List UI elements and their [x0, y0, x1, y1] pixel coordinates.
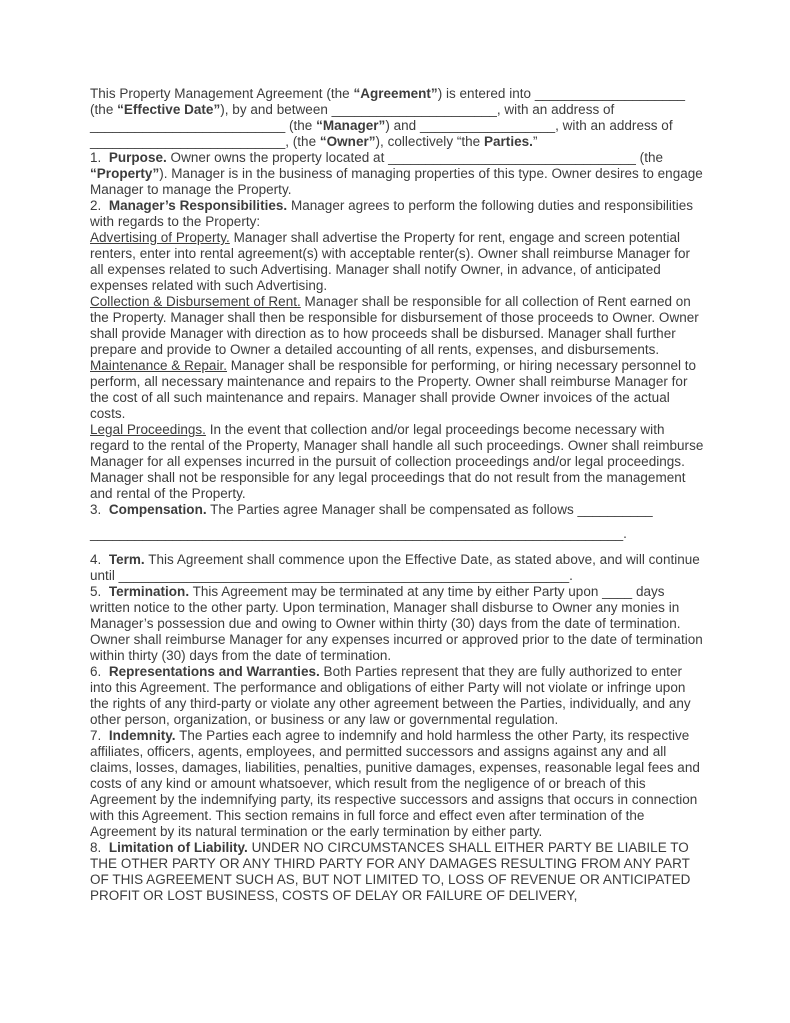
text-segment: The Parties agree Manager shall be compensated as follows [206, 502, 578, 517]
blank-field: _________________________________ [388, 150, 636, 165]
emphasis-text: Purpose. [108, 150, 167, 165]
text-segment: This Agreement may be terminated at any time by either Party upon [189, 584, 603, 599]
text-segment: days written notice to the other party. Upon termination, Manager shall disburse to Owner any monies in Manager’s possession due and owing to Owner within thirty (30) days from the date of termination. Owner shall reimburse Manager for any expenses incurred or approved prior to the date of termination within thirty (30) days from the date of termination. [90, 584, 703, 663]
blank-field: ____________________________________________________________ [118, 568, 570, 583]
section-5-termination [90, 584, 704, 664]
text-segment: ) is entered into [437, 86, 535, 101]
blank-field: __________________ [419, 118, 556, 133]
emphasis-text: Compensation. [108, 502, 207, 517]
blank-field: __________ [577, 502, 653, 517]
text-segment: 7. [90, 728, 109, 743]
emphasis-text: Representations and Warranties. [108, 664, 320, 679]
text-segment: (the [635, 150, 664, 165]
text-segment: 8. [90, 840, 109, 855]
compensation-fill-line [90, 526, 704, 542]
text-segment: Both Parties represent that they are fully authorized to enter into this Agreement. The performance and obligations of either Party will not violate or infringe upon the rights of any third-party or violate any other agreement between the Parties, individually, and any other person, organization, or business or any law or governmental regulation. [90, 664, 691, 727]
text-segment: In the event that collection and/or legal proceedings become necessary with regard to the rental of the Property, Manager shall handle all such proceedings. Owner shall reimburse Manager for all expenses incurred in the pursuit of collection proceedings and/or legal proceedings. Manager shall not be responsible for any legal proceedings that do not result from the management and rental of the Property. [90, 422, 704, 501]
blank-field: ______________________ [331, 102, 497, 117]
text-segment: 3. [90, 502, 109, 517]
blank-field: __________________________ [90, 134, 286, 149]
emphasis-text: Indemnity. [108, 728, 176, 743]
emphasis-text: Parties. [483, 134, 533, 149]
section-7-indemnity [90, 728, 704, 840]
section-8-limitation-of-liability [90, 840, 704, 904]
section-6-representations-and-warranties [90, 664, 704, 728]
section-1-purpose [90, 150, 704, 198]
text-segment: UNDER NO CIRCUMSTANCES SHALL EITHER PARTY BE LIABILE TO THE OTHER PARTY OR ANY THIRD PARTY FOR ANY DAMAGES RESULTING FROM ANY PART OF THIS AGREEMENT SUCH AS, BUT NOT LIMITED TO, LOSS OF REVENUE OR ANTICIPATED PROFIT OR LOST BUSINESS, COSTS OF DELAY OR FAILURE OF DELIVERY, [90, 840, 691, 903]
emphasis-text: “Manager” [316, 118, 386, 133]
section-3-compensation [90, 502, 704, 518]
text-segment: This Agreement shall commence upon the Effective Date, as stated above, and will continue until [90, 552, 700, 583]
text-segment: 5. [90, 584, 109, 599]
subsection-heading: Legal Proceedings. [90, 422, 206, 437]
text-segment: , (the [285, 134, 320, 149]
subsection-maintenance-repair [90, 358, 704, 422]
blank-field: __________________________ [90, 118, 286, 133]
subsection-heading: Collection & Disbursement of Rent. [90, 294, 301, 309]
subsection-heading: Maintenance & Repair. [90, 358, 228, 373]
subsection-legal-proceedings [90, 422, 704, 502]
emphasis-text: Termination. [108, 584, 190, 599]
blank-field: ____________________ [534, 86, 686, 101]
text-segment: Manager shall advertise the Property for rent, engage and screen potential renters, enter into rental agreement(s) with acceptable renter(s). Owner shall reimburse Manager for all expenses related to such Advertising. Manager shall notify Owner, in advance, of anticipated expenses related with such Advertising. [90, 230, 691, 293]
emphasis-text: “Owner” [319, 134, 376, 149]
text-segment: ) and [385, 118, 420, 133]
text-segment: (the [90, 102, 118, 117]
text-segment: Manager agrees to perform the following duties and responsibilities with regards to the Property: [90, 198, 694, 229]
text-segment: (the [285, 118, 317, 133]
text-segment: ” [532, 134, 538, 149]
text-segment: 4. [90, 552, 109, 567]
blank-field: _______________________________________________________________________ [90, 526, 624, 541]
intro-paragraph [90, 86, 704, 150]
emphasis-text: Limitation of Liability. [108, 840, 248, 855]
text-segment: The Parties each agree to indemnify and hold harmless the other Party, its respective affiliates, officers, agents, employees, and permitted successors and assigns against any and all claims, losses, damages, liabilities, penalties, punitive damages, expenses, reasonable legal fees and costs of any kind or amount whatsoever, which result from the negligence of or breach of this Agreement by the indemnifying party, its respective successors and assigns that occurs in connection with this Agreement. This section remains in full force and effect even after termination of the Agreement by its natural termination or the early termination by either party. [90, 728, 700, 839]
emphasis-text: “Agreement” [353, 86, 438, 101]
text-segment: Manager shall be responsible for all collection of Rent earned on the Property. Manager shall then be responsible for disbursement of those proceeds to Owner. Owner shall provide Manager with direction as to how proceeds shall be disbursed. Manager shall further prepare and provide to Owner a detailed accounting of all rents, expenses, and disbursements. [90, 294, 699, 357]
text-segment: This Property Management Agreement (the [90, 86, 354, 101]
text-segment: , with an address of [555, 118, 673, 133]
text-segment: 2. [90, 198, 109, 213]
subsection-advertising-of-property [90, 230, 704, 294]
subsection-collection-disbursement-of-rent [90, 294, 704, 358]
section-2-managers-responsibilities [90, 198, 704, 230]
text-segment: ), collectively “the [375, 134, 484, 149]
emphasis-text: Manager’s Responsibilities. [108, 198, 288, 213]
text-segment: ). Manager is in the business of managing properties of this type. Owner desires to engage Manager to manage the Property. [90, 166, 703, 197]
subsection-heading: Advertising of Property. [90, 230, 230, 245]
text-segment: Manager shall be responsible for performing, or hiring necessary personnel to perform, all necessary maintenance and repairs to the Property. Owner shall reimburse Manager for the cost of all such maintenance and repairs. Manager shall provide Owner invoices of the actual costs. [90, 358, 697, 421]
section-4-term [90, 552, 704, 584]
emphasis-text: “Effective Date” [117, 102, 221, 117]
text-segment: . [623, 526, 627, 541]
text-segment: Owner owns the property located at [166, 150, 389, 165]
text-segment: ), by and between [220, 102, 332, 117]
document-body [90, 86, 704, 904]
text-segment: 1. [90, 150, 109, 165]
blank-field: ____ [602, 584, 633, 599]
emphasis-text: “Property” [90, 166, 160, 181]
text-segment: . [569, 568, 573, 583]
text-segment: , with an address of [496, 102, 615, 117]
text-segment: 6. [90, 664, 109, 679]
emphasis-text: Term. [108, 552, 145, 567]
